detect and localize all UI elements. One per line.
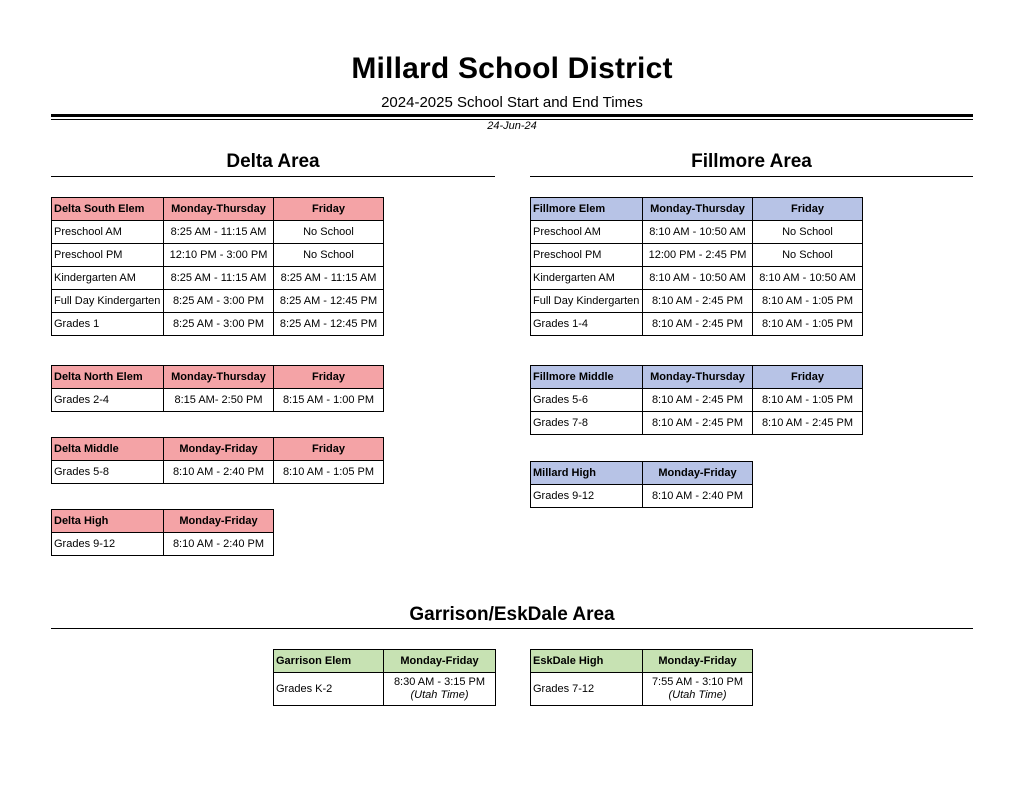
- area-divider-fillmore: [530, 176, 973, 177]
- time-cell: No School: [274, 244, 384, 267]
- grade-cell: Grades 5-6: [531, 389, 643, 412]
- grade-cell: Preschool AM: [531, 221, 643, 244]
- table-header-row: [52, 198, 384, 221]
- table-eskdale-high: [530, 649, 753, 706]
- grade-cell: Preschool PM: [52, 244, 164, 267]
- time-cell: 8:10 AM - 10:50 AM: [753, 267, 863, 290]
- column-header: Monday-Friday: [643, 650, 753, 673]
- column-header: Monday-Thursday: [643, 198, 753, 221]
- time-cell: 8:10 AM - 2:45 PM: [643, 389, 753, 412]
- area-heading-fillmore: Fillmore Area: [691, 151, 812, 172]
- time-range: 8:30 AM - 3:15 PM: [393, 676, 486, 688]
- time-cell: 8:15 AM - 1:00 PM: [274, 389, 384, 412]
- page-title: Millard School District: [351, 52, 673, 85]
- time-cell: 8:10 AM - 2:45 PM: [643, 412, 753, 435]
- column-header: Monday-Friday: [164, 510, 274, 533]
- column-header: Monday-Thursday: [164, 198, 274, 221]
- area-divider-delta: [51, 176, 495, 177]
- time-cell: 8:25 AM - 12:45 PM: [274, 313, 384, 336]
- time-cell: 8:25 AM - 3:00 PM: [164, 290, 274, 313]
- table-header-row: [531, 198, 863, 221]
- column-header: Friday: [753, 198, 863, 221]
- school-name-cell: Delta South Elem: [52, 198, 164, 221]
- table-row: [531, 313, 863, 336]
- grade-cell: Grades 1: [52, 313, 164, 336]
- table-row: [531, 673, 753, 706]
- time-cell: 8:10 AM - 1:05 PM: [753, 290, 863, 313]
- time-cell: 8:10 AM - 2:45 PM: [643, 313, 753, 336]
- table-row: [52, 267, 384, 290]
- column-header: Monday-Friday: [384, 650, 496, 673]
- school-name-cell: Garrison Elem: [274, 650, 384, 673]
- grade-cell: Grades 5-8: [52, 461, 164, 484]
- grade-cell: Grades 9-12: [531, 485, 643, 508]
- time-cell: 8:10 AM - 1:05 PM: [274, 461, 384, 484]
- table-row: [52, 290, 384, 313]
- table-row: [52, 533, 274, 556]
- table-fillmore-middle: [530, 365, 863, 435]
- time-cell: 8:25 AM - 12:45 PM: [274, 290, 384, 313]
- grade-cell: Preschool PM: [531, 244, 643, 267]
- time-cell: 12:00 PM - 2:45 PM: [643, 244, 753, 267]
- header-divider-thick: [51, 114, 973, 117]
- time-cell: 8:25 AM - 11:15 AM: [274, 267, 384, 290]
- time-cell: 8:10 AM - 1:05 PM: [753, 313, 863, 336]
- time-cell: 8:25 AM - 11:15 AM: [164, 221, 274, 244]
- table-row: [52, 313, 384, 336]
- grade-cell: Kindergarten AM: [531, 267, 643, 290]
- grade-cell: Grades 1-4: [531, 313, 643, 336]
- table-header-row: [52, 366, 384, 389]
- school-name-cell: Fillmore Middle: [531, 366, 643, 389]
- page-subtitle: 2024-2025 School Start and End Times: [381, 94, 643, 111]
- table-row: [52, 244, 384, 267]
- time-cell: 8:10 AM - 2:45 PM: [753, 412, 863, 435]
- time-range: 7:55 AM - 3:10 PM: [651, 676, 744, 688]
- table-header-row: [52, 510, 274, 533]
- table-row: [531, 389, 863, 412]
- grade-cell: Preschool AM: [52, 221, 164, 244]
- area-heading-delta: Delta Area: [226, 151, 320, 172]
- grade-cell: Grades 7-8: [531, 412, 643, 435]
- table-row: [531, 221, 863, 244]
- table-delta-south-elem: [51, 197, 384, 336]
- column-header: Friday: [274, 438, 384, 461]
- table-header-row: [52, 438, 384, 461]
- time-cell: 8:10 AM - 1:05 PM: [753, 389, 863, 412]
- grade-cell: Grades 9-12: [52, 533, 164, 556]
- table-delta-north-elem: [51, 365, 384, 412]
- time-cell: 8:10 AM - 2:40 PM: [164, 461, 274, 484]
- school-name-cell: Millard High: [531, 462, 643, 485]
- table-row: [531, 267, 863, 290]
- school-name-cell: Delta North Elem: [52, 366, 164, 389]
- time-cell: 12:10 PM - 3:00 PM: [164, 244, 274, 267]
- grade-cell: Grades 7-12: [531, 673, 643, 706]
- grade-cell: Full Day Kindergarten: [52, 290, 164, 313]
- table-row: [52, 221, 384, 244]
- time-cell: 8:25 AM - 3:00 PM: [164, 313, 274, 336]
- column-header: Friday: [274, 366, 384, 389]
- school-name-cell: Delta Middle: [52, 438, 164, 461]
- table-delta-middle: [51, 437, 384, 484]
- table-row: [52, 389, 384, 412]
- column-header: Monday-Friday: [164, 438, 274, 461]
- table-delta-high: [51, 509, 274, 556]
- table-row: [531, 244, 863, 267]
- time-zone-note: (Utah Time): [410, 689, 469, 701]
- time-cell: 8:10 AM - 2:45 PM: [643, 290, 753, 313]
- table-row: [274, 673, 496, 706]
- time-cell: 8:10 AM - 10:50 AM: [643, 221, 753, 244]
- table-row: [52, 461, 384, 484]
- grade-cell: Kindergarten AM: [52, 267, 164, 290]
- table-row: [531, 290, 863, 313]
- time-cell: No School: [274, 221, 384, 244]
- table-row: [531, 485, 753, 508]
- revision-date: 24-Jun-24: [487, 120, 537, 132]
- table-header-row: [274, 650, 496, 673]
- area-divider-garrison: [51, 628, 973, 629]
- time-cell: 8:15 AM- 2:50 PM: [164, 389, 274, 412]
- table-header-row: [531, 650, 753, 673]
- time-cell: 8:10 AM - 2:40 PM: [643, 485, 753, 508]
- time-cell: [643, 673, 753, 706]
- time-cell: [384, 673, 496, 706]
- time-cell: 8:10 AM - 2:40 PM: [164, 533, 274, 556]
- table-header-row: [531, 462, 753, 485]
- grade-cell: Full Day Kindergarten: [531, 290, 643, 313]
- column-header: Monday-Thursday: [643, 366, 753, 389]
- school-name-cell: Fillmore Elem: [531, 198, 643, 221]
- school-name-cell: EskDale High: [531, 650, 643, 673]
- grade-cell: Grades K-2: [274, 673, 384, 706]
- time-cell: 8:10 AM - 10:50 AM: [643, 267, 753, 290]
- time-cell: 8:25 AM - 11:15 AM: [164, 267, 274, 290]
- table-garrison-elem: [273, 649, 496, 706]
- column-header: Friday: [753, 366, 863, 389]
- time-cell: No School: [753, 244, 863, 267]
- column-header: Friday: [274, 198, 384, 221]
- table-row: [531, 412, 863, 435]
- table-fillmore-elem: [530, 197, 863, 336]
- table-header-row: [531, 366, 863, 389]
- school-name-cell: Delta High: [52, 510, 164, 533]
- column-header: Monday-Friday: [643, 462, 753, 485]
- table-millard-high: [530, 461, 753, 508]
- area-heading-garrison: Garrison/EskDale Area: [409, 604, 615, 625]
- column-header: Monday-Thursday: [164, 366, 274, 389]
- grade-cell: Grades 2-4: [52, 389, 164, 412]
- time-zone-note: (Utah Time): [668, 689, 727, 701]
- time-cell: No School: [753, 221, 863, 244]
